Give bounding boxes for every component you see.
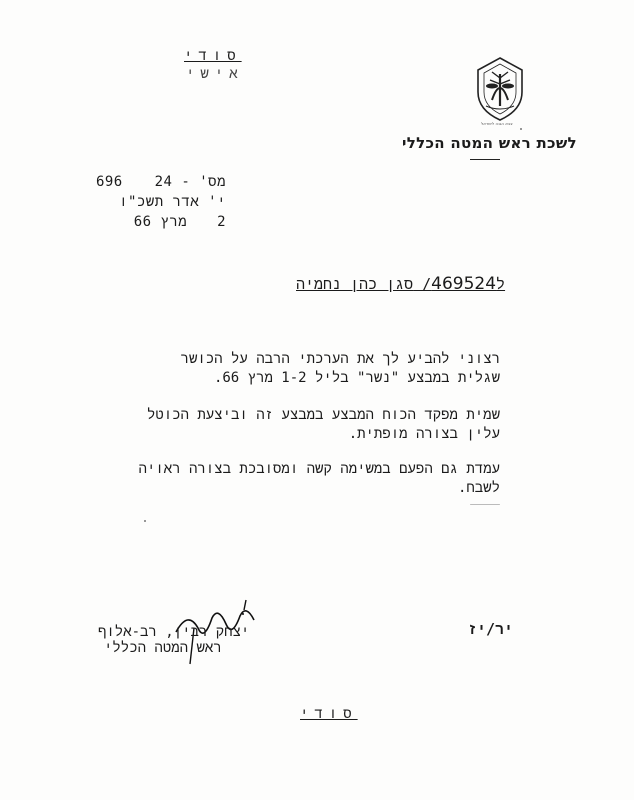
body-line: שמית מפקד הכוח המבצע במבצע זה וביצעת הכוטל — [146, 407, 500, 423]
body-line: רצוני להביע לך את הערכתי הרבה על הכושר — [180, 351, 500, 367]
reference-number-label: מס' - 24 — [154, 174, 226, 190]
idf-emblem-icon — [470, 56, 530, 122]
body-line: לשבח. — [457, 480, 500, 496]
office-title: לשכת ראש המטה הכללי — [402, 134, 577, 152]
reference-number-row — [95, 174, 226, 191]
recipient-line: ל469524/ סגן כהן נחמיה — [296, 274, 506, 294]
body-line: עמדת גם הפעם במשימה קשה ומסובכת בצורה ראויה — [138, 461, 500, 477]
classification-bottom: סודי — [300, 706, 358, 722]
emblem-caption: צבא הגנה לישראל — [481, 121, 513, 126]
scan-speck — [520, 128, 522, 130]
gregorian-month-year: מרץ 66 — [133, 214, 188, 230]
recipient-name: סגן כהן נחמיה — [296, 275, 414, 293]
reference-number-value: 696 — [95, 174, 123, 190]
hebrew-date: י' אדר תשכ"ו — [119, 194, 226, 210]
body-paragraph-1 — [181, 350, 500, 388]
recipient-service-number: 469524 — [431, 274, 497, 294]
typist-initials: יר/יז — [468, 620, 514, 638]
classification-top: סודי — [184, 48, 242, 64]
body-paragraph-2 — [147, 406, 500, 444]
gregorian-date-row — [110, 214, 226, 231]
signatory-title: ראש המטה הכללי — [104, 640, 222, 656]
scan-speck — [144, 520, 146, 522]
gregorian-day: 2 — [217, 214, 226, 230]
body-paragraph-3 — [139, 460, 500, 498]
signatory-name: יצחק רבין, רב-אלוף — [98, 624, 250, 640]
body-line: עלין בצורה מופתית. — [348, 426, 500, 442]
scan-smudge — [470, 504, 500, 505]
body-line: שגלית במבצע "נשר" בליל 1-2 מרץ 66. — [213, 370, 500, 386]
classification-personal: אישי — [186, 66, 244, 82]
title-underline — [470, 159, 500, 160]
recipient-prefix: ל — [496, 275, 506, 293]
